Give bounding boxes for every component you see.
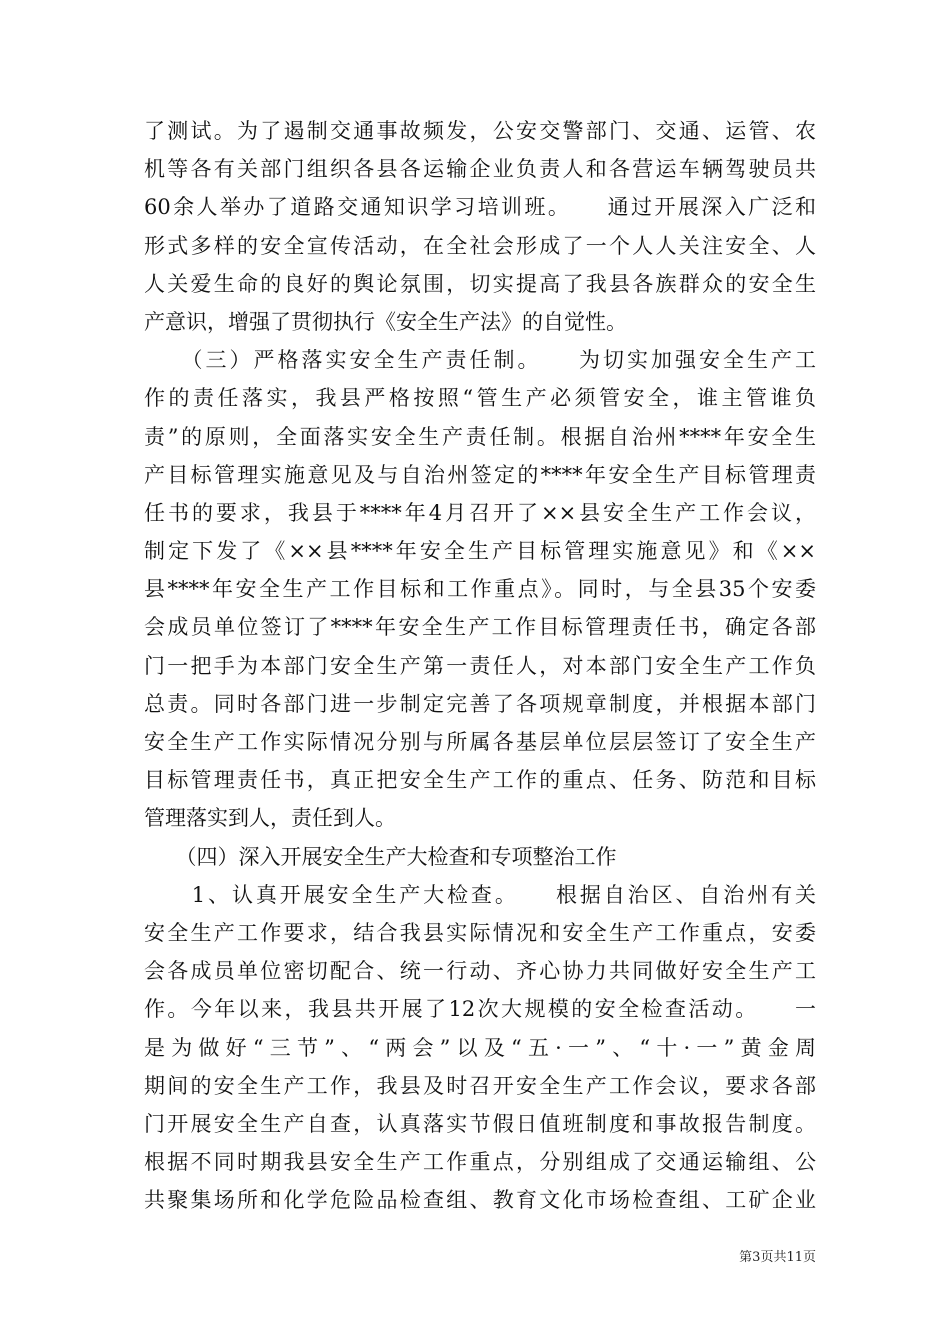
text-line: 是为做好“三节”、“两会”以及“五·一”、“十·一”黄金周 <box>144 1035 816 1060</box>
text-line: 制定下发了《××县****年安全生产目标管理实施意见》和《×× <box>144 539 816 564</box>
text-line: 责”的原则，全面落实安全生产责任制。根据自治州****年安全生 <box>144 424 816 449</box>
text-line: 了测试。为了遏制交通事故频发，公安交警部门、交通、运管、农 <box>144 119 816 143</box>
text-line: 安全生产工作实际情况分别与所属各基层单位层层签订了安全生产 <box>144 730 816 754</box>
page-number-footer: 第3页共11页 <box>739 1250 816 1265</box>
text-line: 任书的要求，我县于****年4月召开了××县安全生产工作会议， <box>144 500 816 525</box>
text-line: 县****年安全生产工作目标和工作重点》。同时，与全县35个安委 <box>144 577 816 602</box>
text-line: 会各成员单位密切配合、统一行动、齐心协力共同做好安全生产工 <box>144 959 816 984</box>
text-line: 机等各有关部门组织各县各运输企业负责人和各营运车辆驾驶员共 <box>144 157 816 182</box>
text-line: 1、认真开展安全生产大检查。 根据自治区、自治州有关 <box>144 882 816 907</box>
text-line: 目标管理责任书，真正把安全生产工作的重点、任务、防范和目标 <box>144 768 816 793</box>
text-line: 根据不同时期我县安全生产工作重点，分别组成了交通运输组、公 <box>144 1150 816 1175</box>
text-line: 期间的安全生产工作，我县及时召开安全生产工作会议，要求各部 <box>144 1073 816 1098</box>
text-line: 门开展安全生产自查，认真落实节假日值班制度和事故报告制度。 <box>144 1111 816 1136</box>
text-line: 产意识，增强了贯彻执行《安全生产法》的自觉性。 <box>144 309 627 334</box>
text-line: 共聚集场所和化学危险品检查组、教育文化市场检查组、工矿企业 <box>144 1188 816 1213</box>
text-line: 形式多样的安全宣传活动，在全社会形成了一个人人关注安全、人 <box>144 233 816 258</box>
body-text <box>144 112 816 1219</box>
text-line: （三）严格落实安全生产责任制。 为切实加强安全生产工 <box>144 348 816 373</box>
text-line: 人关爱生命的良好的舆论氛围，切实提高了我县各族群众的安全生 <box>144 271 816 296</box>
text-line: 安全生产工作要求，结合我县实际情况和安全生产工作重点，安委 <box>144 920 816 945</box>
text-line: （四）深入开展安全生产大检查和专项整治工作 <box>144 844 617 869</box>
text-line: 管理落实到人，责任到人。 <box>144 806 396 831</box>
text-line: 总责。同时各部门进一步制定完善了各项规章制度，并根据本部门 <box>144 691 816 716</box>
text-line: 产目标管理实施意见及与自治州签定的****年安全生产目标管理责 <box>144 462 816 487</box>
text-line: 60余人举办了道路交通知识学习培训班。 通过开展深入广泛和 <box>144 195 816 220</box>
text-line: 会成员单位签订了****年安全生产工作目标管理责任书，确定各部 <box>144 615 816 640</box>
text-line: 作的责任落实，我县严格按照“管生产必须管安全，谁主管谁负 <box>144 386 816 411</box>
text-line: 门一把手为本部门安全生产第一责任人，对本部门安全生产工作负 <box>144 653 816 678</box>
text-line: 作。今年以来，我县共开展了12次大规模的安全检查活动。 一 <box>144 997 816 1022</box>
